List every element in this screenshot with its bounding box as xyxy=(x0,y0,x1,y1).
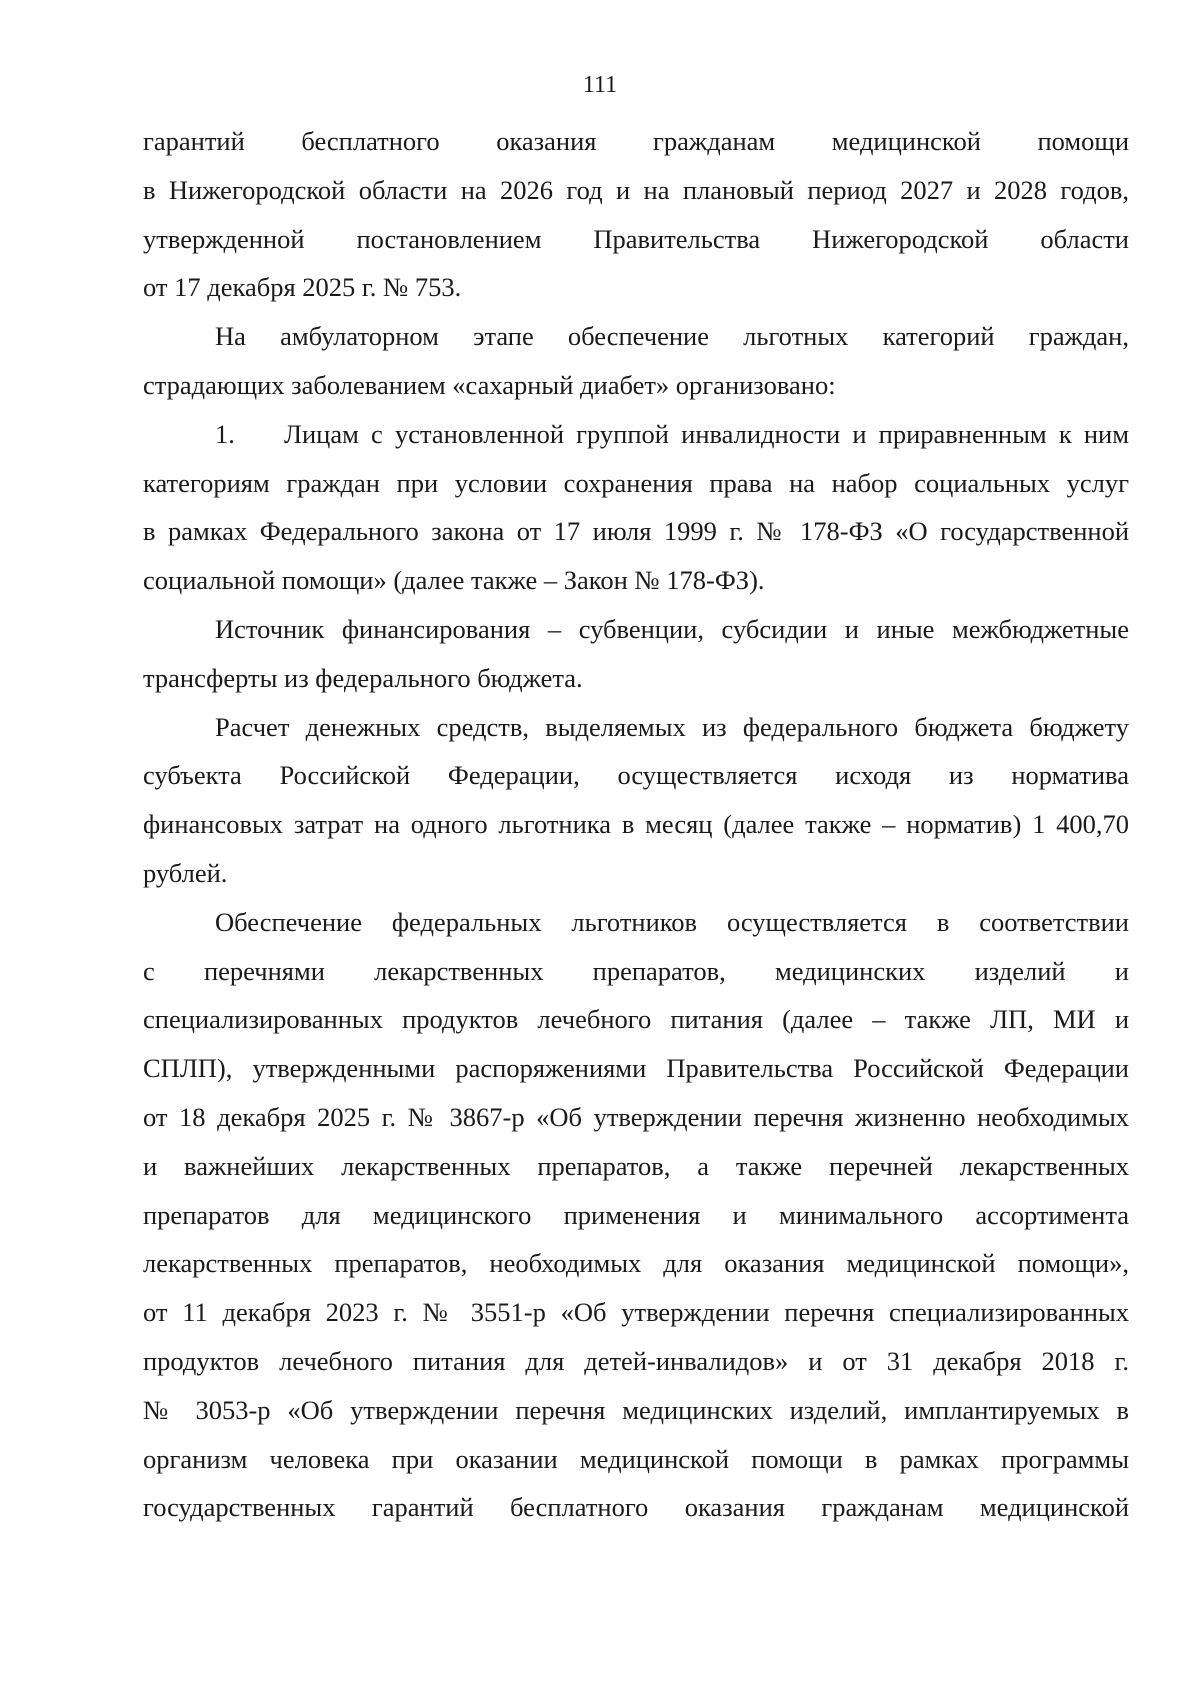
text-line xyxy=(143,703,1129,752)
text-line-content: СПЛП), утвержденными распоряжениями Правительства Российской Федерации xyxy=(143,1053,1129,1084)
text-line-content: гарантий бесплатного оказания гражданам медицинской помощи xyxy=(143,126,1129,156)
text-line xyxy=(143,410,1129,459)
text-line xyxy=(143,117,1129,166)
text-line-content: государственных гарантий бесплатного оказания гражданам медицинской xyxy=(143,1492,1129,1523)
text-line xyxy=(143,1239,1129,1288)
text-line-content: от 17 декабря 2025 г. № 753. xyxy=(143,272,462,303)
text-line xyxy=(143,215,1129,264)
text-line-content: лекарственных препаратов, необходимых для оказания медицинской помощи», xyxy=(143,1248,1129,1279)
text-line-content: с перечнями лекарственных препаратов, медицинских изделий и xyxy=(143,955,1129,986)
text-line xyxy=(143,1386,1129,1435)
text-line-content: субъекта Российской Федерации, осуществляется исходя из норматива xyxy=(143,760,1129,791)
text-line-content: организм человека при оказании медицинской помощи в рамках программы xyxy=(143,1443,1129,1474)
text-line xyxy=(143,947,1129,996)
document-body xyxy=(143,117,1129,1532)
text-line-content: социальной помощи» (далее также – Закон № 178-ФЗ). xyxy=(143,565,765,596)
text-line-content: Обеспечение федеральных льготников осуществляется в соответствии xyxy=(215,906,1129,937)
text-line xyxy=(143,556,1129,605)
text-line xyxy=(143,605,1129,654)
text-line-content: Источник финансирования – субвенции, субсидии и иные межбюджетные xyxy=(215,613,1129,644)
text-line xyxy=(143,263,1129,312)
text-line xyxy=(143,1483,1129,1532)
text-line-content: утвержденной постановлением Правительства Нижегородской области xyxy=(143,223,1129,254)
text-line xyxy=(143,312,1129,361)
text-line-content: в рамках Федерального закона от 17 июля 1999 г. № 178-ФЗ «О государственной xyxy=(143,516,1129,547)
text-line-content: категориям граждан при условии сохранения права на набор социальных услуг xyxy=(143,467,1129,498)
text-line-content: рублей. xyxy=(143,857,228,888)
text-line xyxy=(143,1288,1129,1337)
text-line-content: страдающих заболеванием «сахарный диабет» организовано: xyxy=(143,369,836,400)
text-line-content: от 18 декабря 2025 г. № 3867-р «Об утверждении перечня жизненно необходимых xyxy=(143,1101,1129,1132)
text-line-content: в Нижегородской области на 2026 год и на плановый период 2027 и 2028 годов, xyxy=(143,174,1129,205)
text-line xyxy=(143,166,1129,215)
text-line xyxy=(143,849,1129,898)
text-line xyxy=(143,751,1129,800)
text-line xyxy=(143,507,1129,556)
text-line xyxy=(143,1044,1129,1093)
text-line xyxy=(143,459,1129,508)
text-line xyxy=(143,800,1129,849)
text-line xyxy=(143,898,1129,947)
text-line-content: № 3053-р «Об утверждении перечня медицинских изделий, имплантируемых в xyxy=(143,1394,1129,1425)
text-line-content: финансовых затрат на одного льготника в месяц (далее также – норматив) 1 400,70 xyxy=(143,809,1129,840)
list-item-number: 1. xyxy=(215,418,235,449)
text-line xyxy=(143,1337,1129,1386)
text-line-content: специализированных продуктов лечебного питания (далее – также ЛП, МИ и xyxy=(143,1004,1129,1035)
page-number: 111 xyxy=(582,72,618,98)
text-line-content: препаратов для медицинского применения и минимального ассортимента xyxy=(143,1199,1129,1230)
text-line xyxy=(143,995,1129,1044)
text-line-content: На амбулаторном этапе обеспечение льготных категорий граждан, xyxy=(215,321,1129,352)
text-line-content: трансферты из федерального бюджета. xyxy=(143,662,583,693)
text-line xyxy=(143,1435,1129,1484)
text-line xyxy=(143,1093,1129,1142)
text-line xyxy=(143,1142,1129,1191)
text-line-content: продуктов лечебного питания для детей-инвалидов» и от 31 декабря 2018 г. xyxy=(143,1345,1129,1376)
text-line-content: Расчет денежных средств, выделяемых из федерального бюджета бюджету xyxy=(215,711,1129,742)
text-line xyxy=(143,1191,1129,1240)
text-line-content: от 11 декабря 2023 г. № 3551-р «Об утверждении перечня специализированных xyxy=(143,1297,1129,1328)
text-line xyxy=(143,654,1129,703)
text-line xyxy=(143,361,1129,410)
text-line-content: Лицам с установленной группой инвалидности и приравненным к ним xyxy=(284,418,1129,449)
text-line-content: и важнейших лекарственных препаратов, а также перечней лекарственных xyxy=(143,1150,1129,1181)
